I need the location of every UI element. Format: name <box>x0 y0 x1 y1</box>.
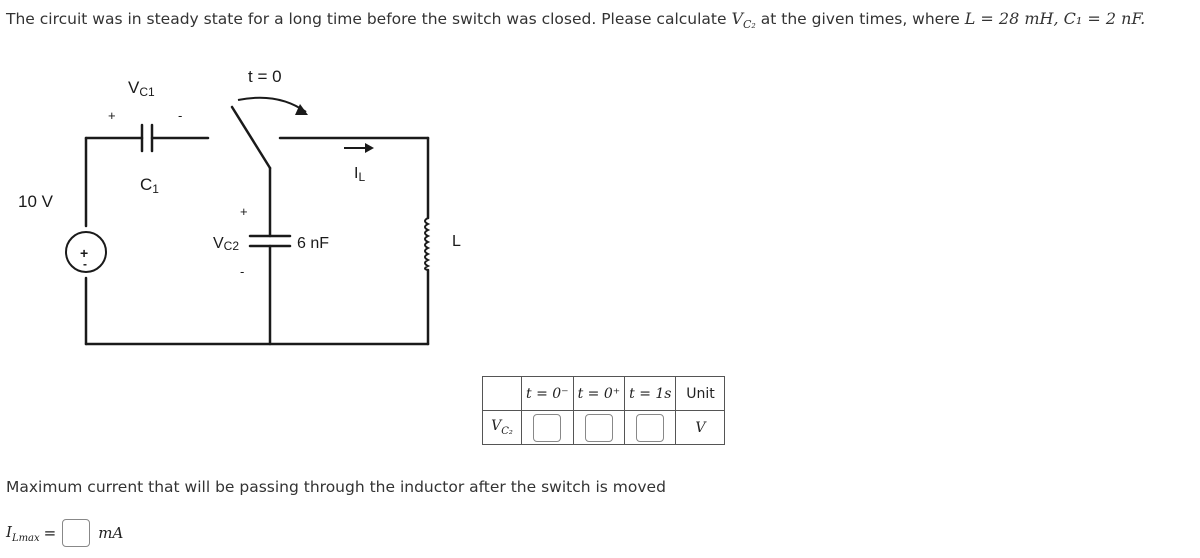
table-row <box>483 411 725 445</box>
answer-cell-t0-plus <box>573 411 625 445</box>
header-unit: Unit <box>676 377 725 411</box>
c1-minus: - <box>178 108 183 123</box>
header-t0-plus: t = 0⁺ <box>573 377 625 411</box>
vc2-symbol: $V_{C_2}$ <box>731 9 756 31</box>
inductor-coil <box>425 218 428 270</box>
c1-plus: + <box>108 108 116 123</box>
max-current-answer-row <box>6 519 123 547</box>
answer-table <box>482 376 725 445</box>
header-t1s: t = 1s <box>625 377 676 411</box>
max-current-text: Maximum current that will be passing through the inductor after the switch is moved <box>6 478 666 496</box>
unit-value: V <box>676 411 725 445</box>
circuit-diagram <box>0 55 480 355</box>
table-header-row <box>483 377 725 411</box>
source-plus: + <box>80 245 89 261</box>
source-minus: - <box>83 257 87 271</box>
vc1-label: VC1 <box>128 78 155 99</box>
equals-sign: = <box>43 524 57 542</box>
question-text <box>6 9 1145 31</box>
answer-input-t0-minus[interactable] <box>533 414 561 442</box>
switch-blade <box>232 107 270 168</box>
inductor-label: L <box>452 233 461 250</box>
ilmax-symbol: $I_{Lmax}$ <box>6 522 40 544</box>
source-label: 10 V <box>18 192 53 211</box>
c2-plus: + <box>240 204 248 219</box>
current-arrowhead <box>365 143 374 153</box>
question-mid: at the given times, where <box>755 10 965 28</box>
answer-cell-t0-minus <box>522 411 574 445</box>
answer-cell-t1s <box>625 411 676 445</box>
row-label-vc2: $V_{C_2}$ <box>483 411 522 445</box>
vc2-label: VC2 <box>213 235 240 253</box>
header-t0-minus: t = 0⁻ <box>522 377 574 411</box>
c1-label: C1 <box>140 175 159 196</box>
current-label: IL <box>354 165 366 184</box>
max-current-input[interactable] <box>62 519 90 547</box>
switch-arc <box>238 98 306 112</box>
answer-input-t1s[interactable] <box>636 414 664 442</box>
switch-label: t = 0 <box>248 67 282 86</box>
max-current-unit: mA <box>98 524 124 542</box>
given-values: L = 28 mH, C₁ = 2 nF. <box>964 9 1146 28</box>
answer-input-t0-plus[interactable] <box>585 414 613 442</box>
table-corner-cell <box>483 377 522 411</box>
c2-minus: - <box>240 264 245 279</box>
c2-value: 6 nF <box>297 235 330 252</box>
question-intro: The circuit was in steady state for a long time before the switch was closed. Please calculate <box>6 10 732 28</box>
